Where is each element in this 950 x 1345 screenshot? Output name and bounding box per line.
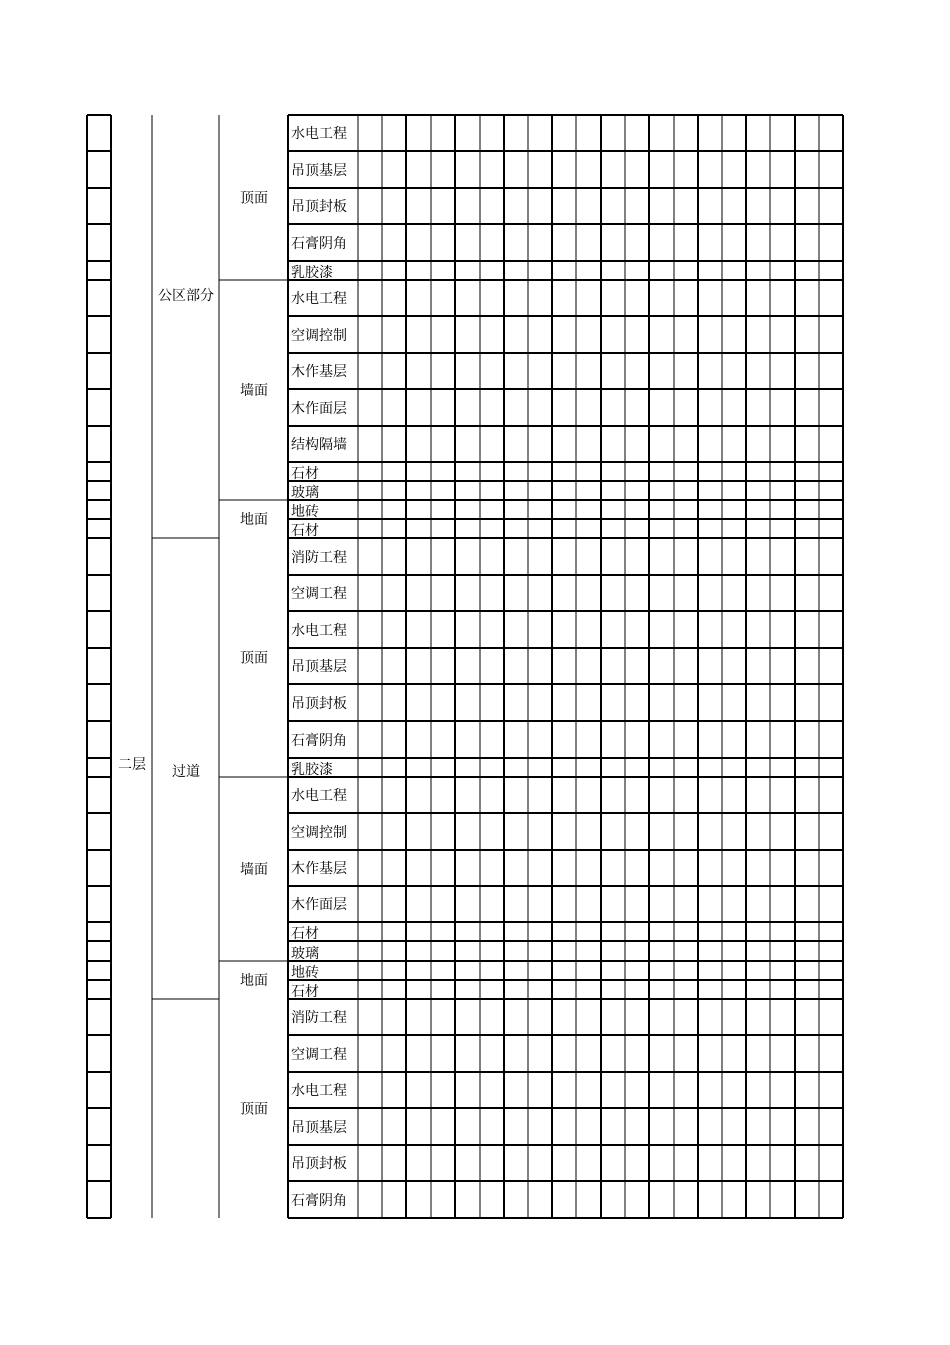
item-label: 空调控制 [291,825,347,841]
item-label: 石膏阴角 [291,236,347,252]
section-label: 顶面 [240,1101,268,1118]
item-label: 石膏阴角 [291,1193,347,1209]
item-label: 玻璃 [291,946,319,962]
item-label: 水电工程 [291,291,347,307]
item-label: 吊顶封板 [291,199,347,215]
item-label: 乳胶漆 [291,762,333,778]
section-label: 墙面 [240,862,268,878]
item-label: 石材 [291,984,319,1000]
item-label: 石材 [291,926,319,942]
section-label: 地面 [240,973,268,989]
area-label-1: 公区部分 [158,288,214,304]
item-label: 石材 [291,523,319,539]
item-label: 吊顶基层 [291,659,347,675]
item-label: 空调控制 [291,328,347,344]
item-label: 吊顶基层 [291,1120,347,1136]
item-label: 水电工程 [291,126,347,142]
item-label: 吊顶基层 [291,163,347,179]
item-label: 吊顶封板 [291,696,347,712]
section-label: 顶面 [240,650,268,667]
item-label: 水电工程 [291,788,347,804]
item-label: 地砖 [291,504,319,520]
item-label: 木作面层 [291,897,347,913]
grid-lines [87,115,843,1218]
section-label: 墙面 [240,383,268,399]
item-label: 乳胶漆 [291,265,333,281]
floor-label: 二层 [118,757,146,773]
item-label: 空调工程 [291,586,347,602]
item-label: 地砖 [291,965,319,981]
item-label: 水电工程 [291,1083,347,1099]
item-label: 石材 [291,466,319,482]
item-label: 木作基层 [291,861,347,877]
item-label: 木作面层 [291,401,347,417]
item-label: 玻璃 [291,485,319,501]
section-label: 顶面 [240,190,268,207]
item-label: 木作基层 [291,364,347,380]
item-label: 消防工程 [291,1010,347,1026]
item-label: 消防工程 [291,550,347,566]
item-label: 石膏阴角 [291,733,347,749]
item-label: 吊顶封板 [291,1156,347,1172]
area-label-2: 过道 [172,764,200,780]
section-label: 地面 [240,512,268,528]
item-label: 水电工程 [291,623,347,639]
item-label: 结构隔墙 [291,437,347,453]
item-label: 空调工程 [291,1047,347,1063]
